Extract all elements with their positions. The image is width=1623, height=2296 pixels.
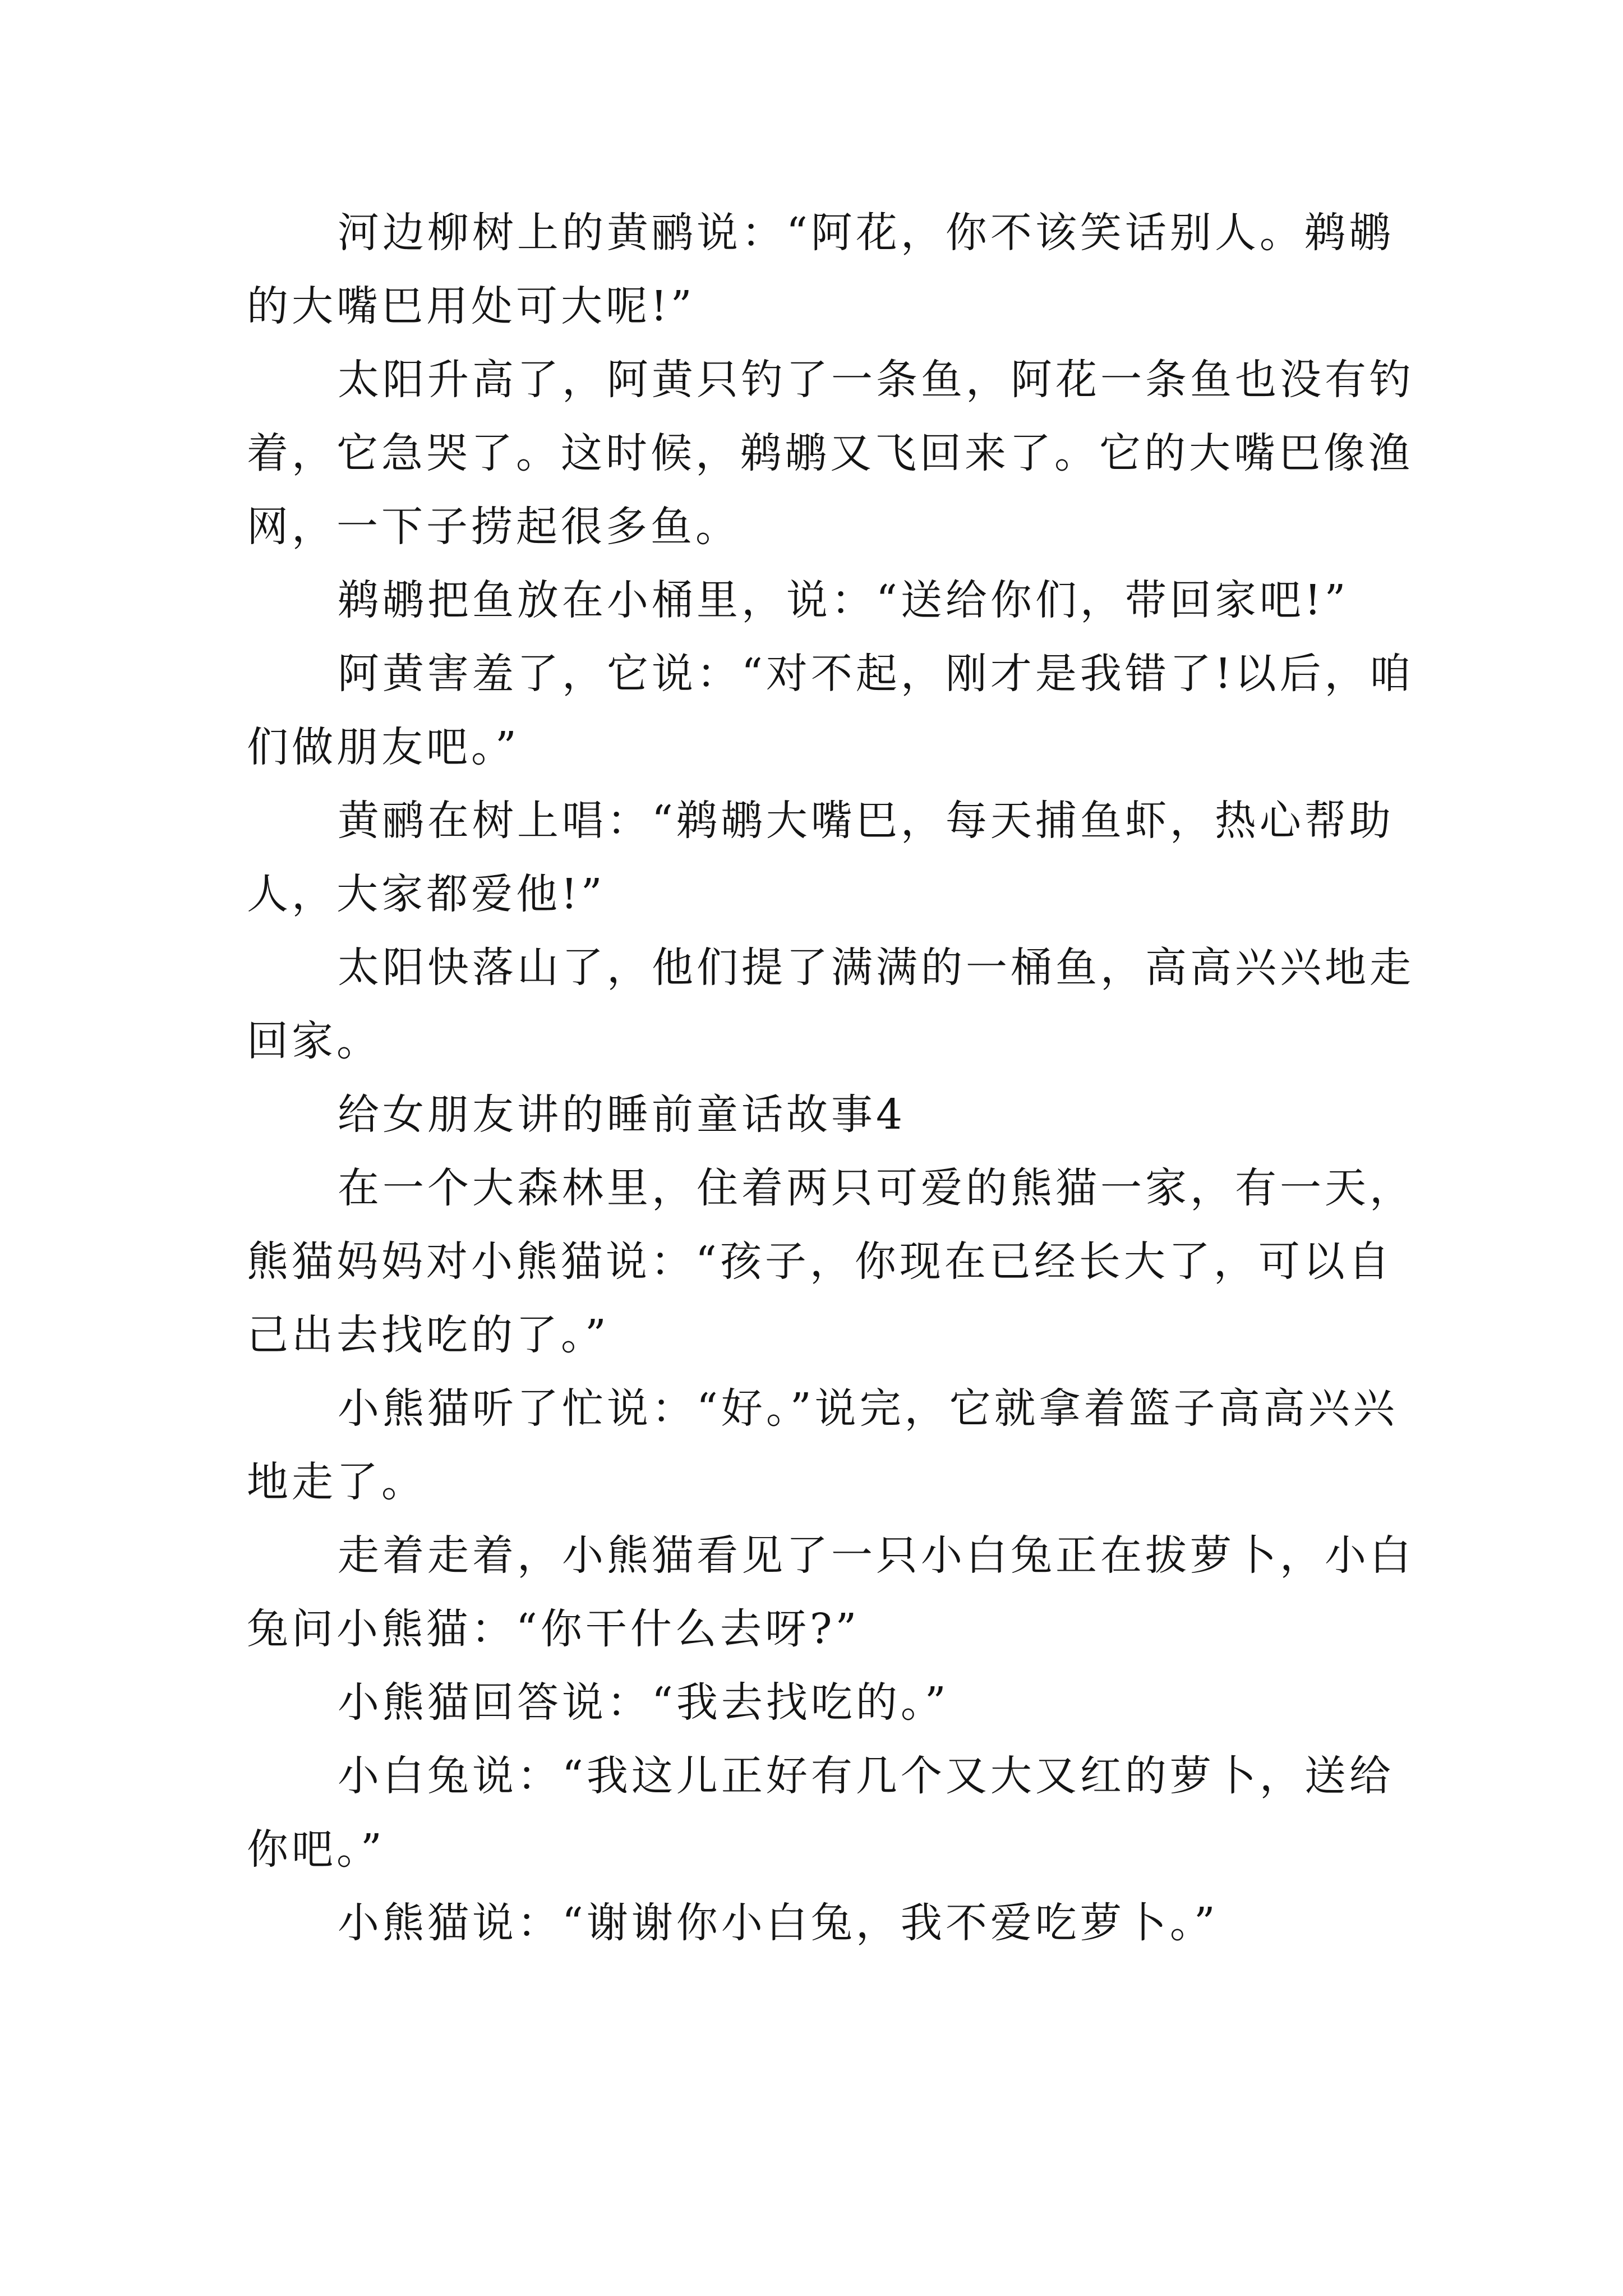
text-line: 你吧。”	[247, 1825, 385, 1874]
section-heading	[247, 1078, 1380, 1152]
paragraph	[247, 196, 1394, 343]
text-line: 的大嘴巴用处可大呢!”	[247, 282, 695, 330]
text-line: 小白兔说：“我这儿正好有几个又大又红的萝卜，送给	[338, 1752, 1394, 1800]
paragraph	[247, 637, 1414, 784]
text-line: 回家。	[247, 1017, 381, 1065]
paragraph	[247, 1152, 1414, 1372]
paragraph	[247, 1887, 1380, 1960]
text-line: 熊猫妈妈对小熊猫说：“孩子，你现在已经长大了，可以自	[247, 1237, 1393, 1286]
paragraph	[247, 343, 1414, 564]
text-line: 小熊猫说：“谢谢你小白兔，我不爱吃萝卜。”	[338, 1899, 1219, 1947]
paragraph	[247, 784, 1394, 931]
text-line: 鹈鹕把鱼放在小桶里，说：“送给你们，带回家吧!”	[338, 576, 1349, 624]
paragraph	[247, 564, 1380, 637]
text-line: 们做朋友吧。”	[247, 723, 520, 771]
text-line: 人，大家都爱他!”	[247, 870, 606, 918]
text-line: 着，它急哭了。这时候，鹈鹕又飞回来了。它的大嘴巴像渔	[247, 429, 1413, 477]
text-line: 河边柳树上的黄鹂说：“阿花，你不该笑话别人。鹈鹕	[338, 209, 1394, 257]
heading-text: 给女朋友讲的睡前童话故事4	[338, 1091, 906, 1139]
text-line: 太阳快落山了，他们提了满满的一桶鱼，高高兴兴地走	[338, 944, 1414, 992]
document-body	[247, 196, 1414, 1960]
text-line: 小熊猫听了忙说：“好。”说完，它就拿着篮子高高兴兴	[338, 1384, 1398, 1433]
text-line: 在一个大森林里，住着两只可爱的熊猫一家，有一天，	[338, 1164, 1414, 1212]
paragraph	[247, 1372, 1398, 1519]
paragraph	[247, 1740, 1394, 1887]
paragraph	[247, 1519, 1414, 1666]
paragraph	[247, 1666, 1380, 1740]
text-line: 太阳升高了，阿黄只钓了一条鱼，阿花一条鱼也没有钓	[338, 356, 1414, 404]
text-line: 己出去找吃的了。”	[247, 1311, 610, 1359]
paragraph	[247, 931, 1414, 1078]
text-line: 阿黄害羞了，它说：“对不起，刚才是我错了!以后，咱	[338, 650, 1414, 698]
text-line: 小熊猫回答说：“我去找吃的。”	[338, 1678, 949, 1727]
text-line: 黄鹂在树上唱：“鹈鹕大嘴巴，每天捕鱼虾，热心帮助	[338, 797, 1394, 845]
text-line: 兔问小熊猫：“你干什么去呀?”	[247, 1605, 860, 1653]
text-line: 网，一下子捞起很多鱼。	[247, 503, 740, 551]
text-line: 走着走着，小熊猫看见了一只小白兔正在拔萝卜，小白	[338, 1531, 1414, 1580]
text-line: 地走了。	[247, 1458, 426, 1506]
